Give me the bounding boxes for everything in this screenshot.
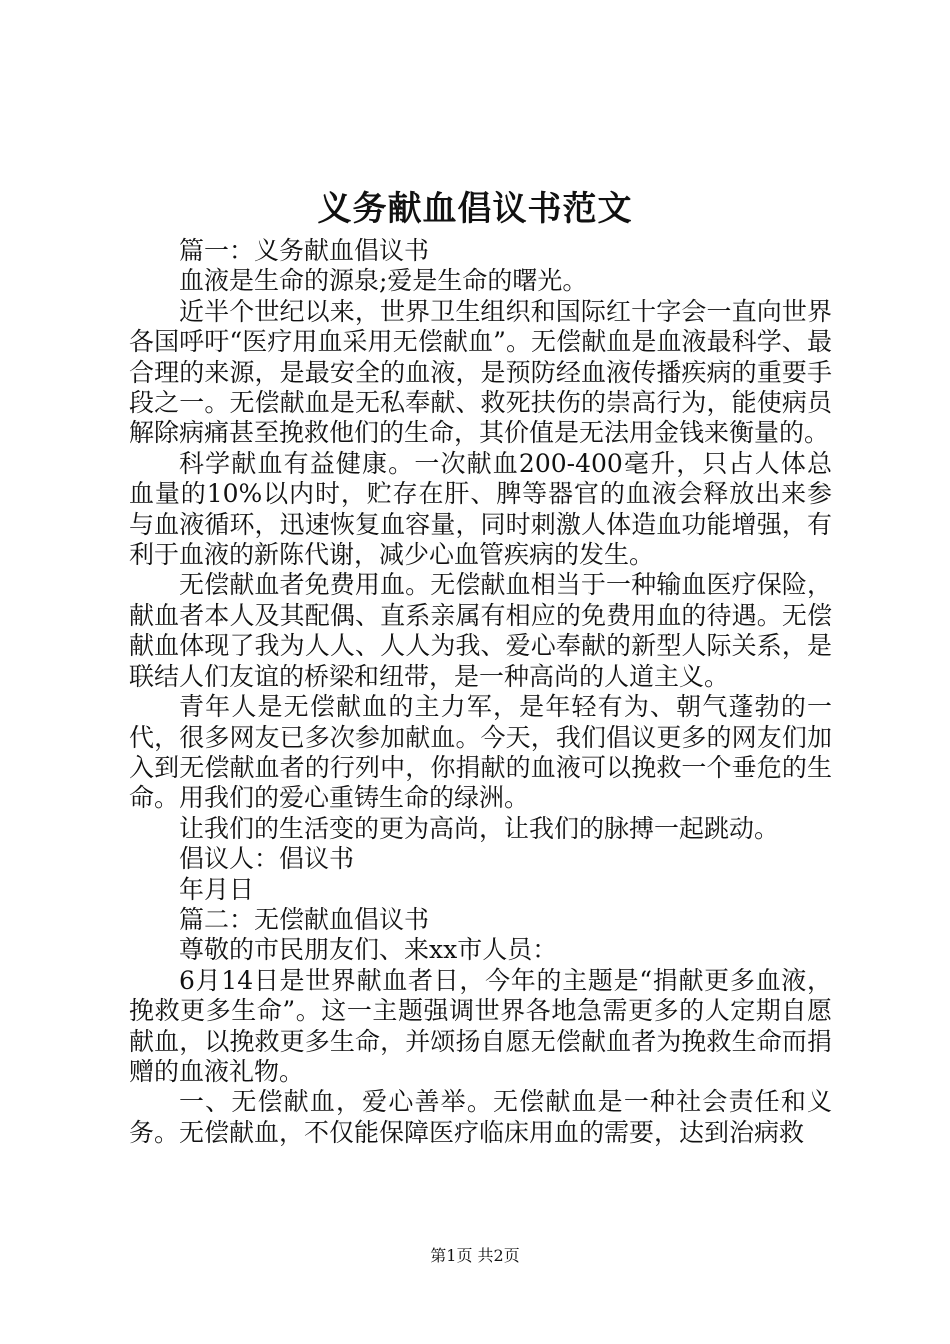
paragraph-3: 近半个世纪以来，世界卫生组织和国际红十字会一直向世界各国呼吁“医疗用血采用无偿献血”。无偿献血是血液最科学、最合理的来源，是最安全的血液，是预防经血液传播疾病的重要手段之一。无偿献血是无私奉献、救死扶伤的崇高行为，能使病员解除病痛甚至挽救他们的生命，其价值是无法用金钱来衡量的。 (129, 296, 832, 448)
paragraph-12: 6月14日是世界献血者日，今年的主题是“捐献更多血液，挽救更多生命”。这一主题强调世界各地急需更多的人定期自愿献血，以挽救更多生命，并颂扬自愿无偿献血者为挽救生命而捐赠的血液礼物。 (129, 965, 832, 1086)
paragraph-4: 科学献血有益健康。一次献血200-400毫升，只占人体总血量的10%以内时，贮存在肝、脾等器官的血液会释放出来参与血液循环，迅速恢复血容量，同时刺激人体造血功能增强，有利于血液的新陈代谢，减少心血管疾病的发生。 (129, 448, 832, 570)
paragraph-6: 青年人是无偿献血的主力军，是年轻有为、朝气蓬勃的一代，很多网友已多次参加献血。今天，我们倡议更多的网友们加入到无偿献血者的行列中，你捐献的血液可以挽救一个垂危的生命。用我们的爱心重铸生命的绿洲。 (129, 692, 832, 813)
paragraph-11: 尊敬的市民朋友们、来xx市人员： (179, 935, 558, 965)
paragraph-13: 一、无偿献血，爱心善举。无偿献血是一种社会责任和义务。无偿献血，不仅能保障医疗临床用血的需要，达到治病救 (129, 1087, 832, 1147)
paragraph-1: 篇一：义务献血倡议书 (179, 236, 430, 265)
paragraph-7: 让我们的生活变的更为高尚，让我们的脉搏一起跳动。 (179, 813, 780, 843)
paragraph-9: 年月日 (179, 874, 255, 904)
paragraph-8: 倡议人：倡议书 (179, 844, 355, 874)
page-title: 义务献血倡议书范文 (317, 189, 633, 229)
paragraph-5: 无偿献血者免费用血。无偿献血相当于一种输血医疗保险，献血者本人及其配偶、直系亲属有相应的免费用血的待遇。无偿献血体现了我为人人、人人为我、爱心奉献的新型人际关系，是联结人们友谊的桥梁和纽带，是一种高尚的人道主义。 (129, 570, 832, 691)
page-footer: 第1页 共2页 (430, 1246, 520, 1265)
paragraph-10: 篇二：无偿献血倡议书 (179, 904, 430, 934)
document-body (129, 236, 832, 1148)
paragraph-2: 血液是生命的源泉;爱是生命的曙光。 (179, 266, 588, 296)
